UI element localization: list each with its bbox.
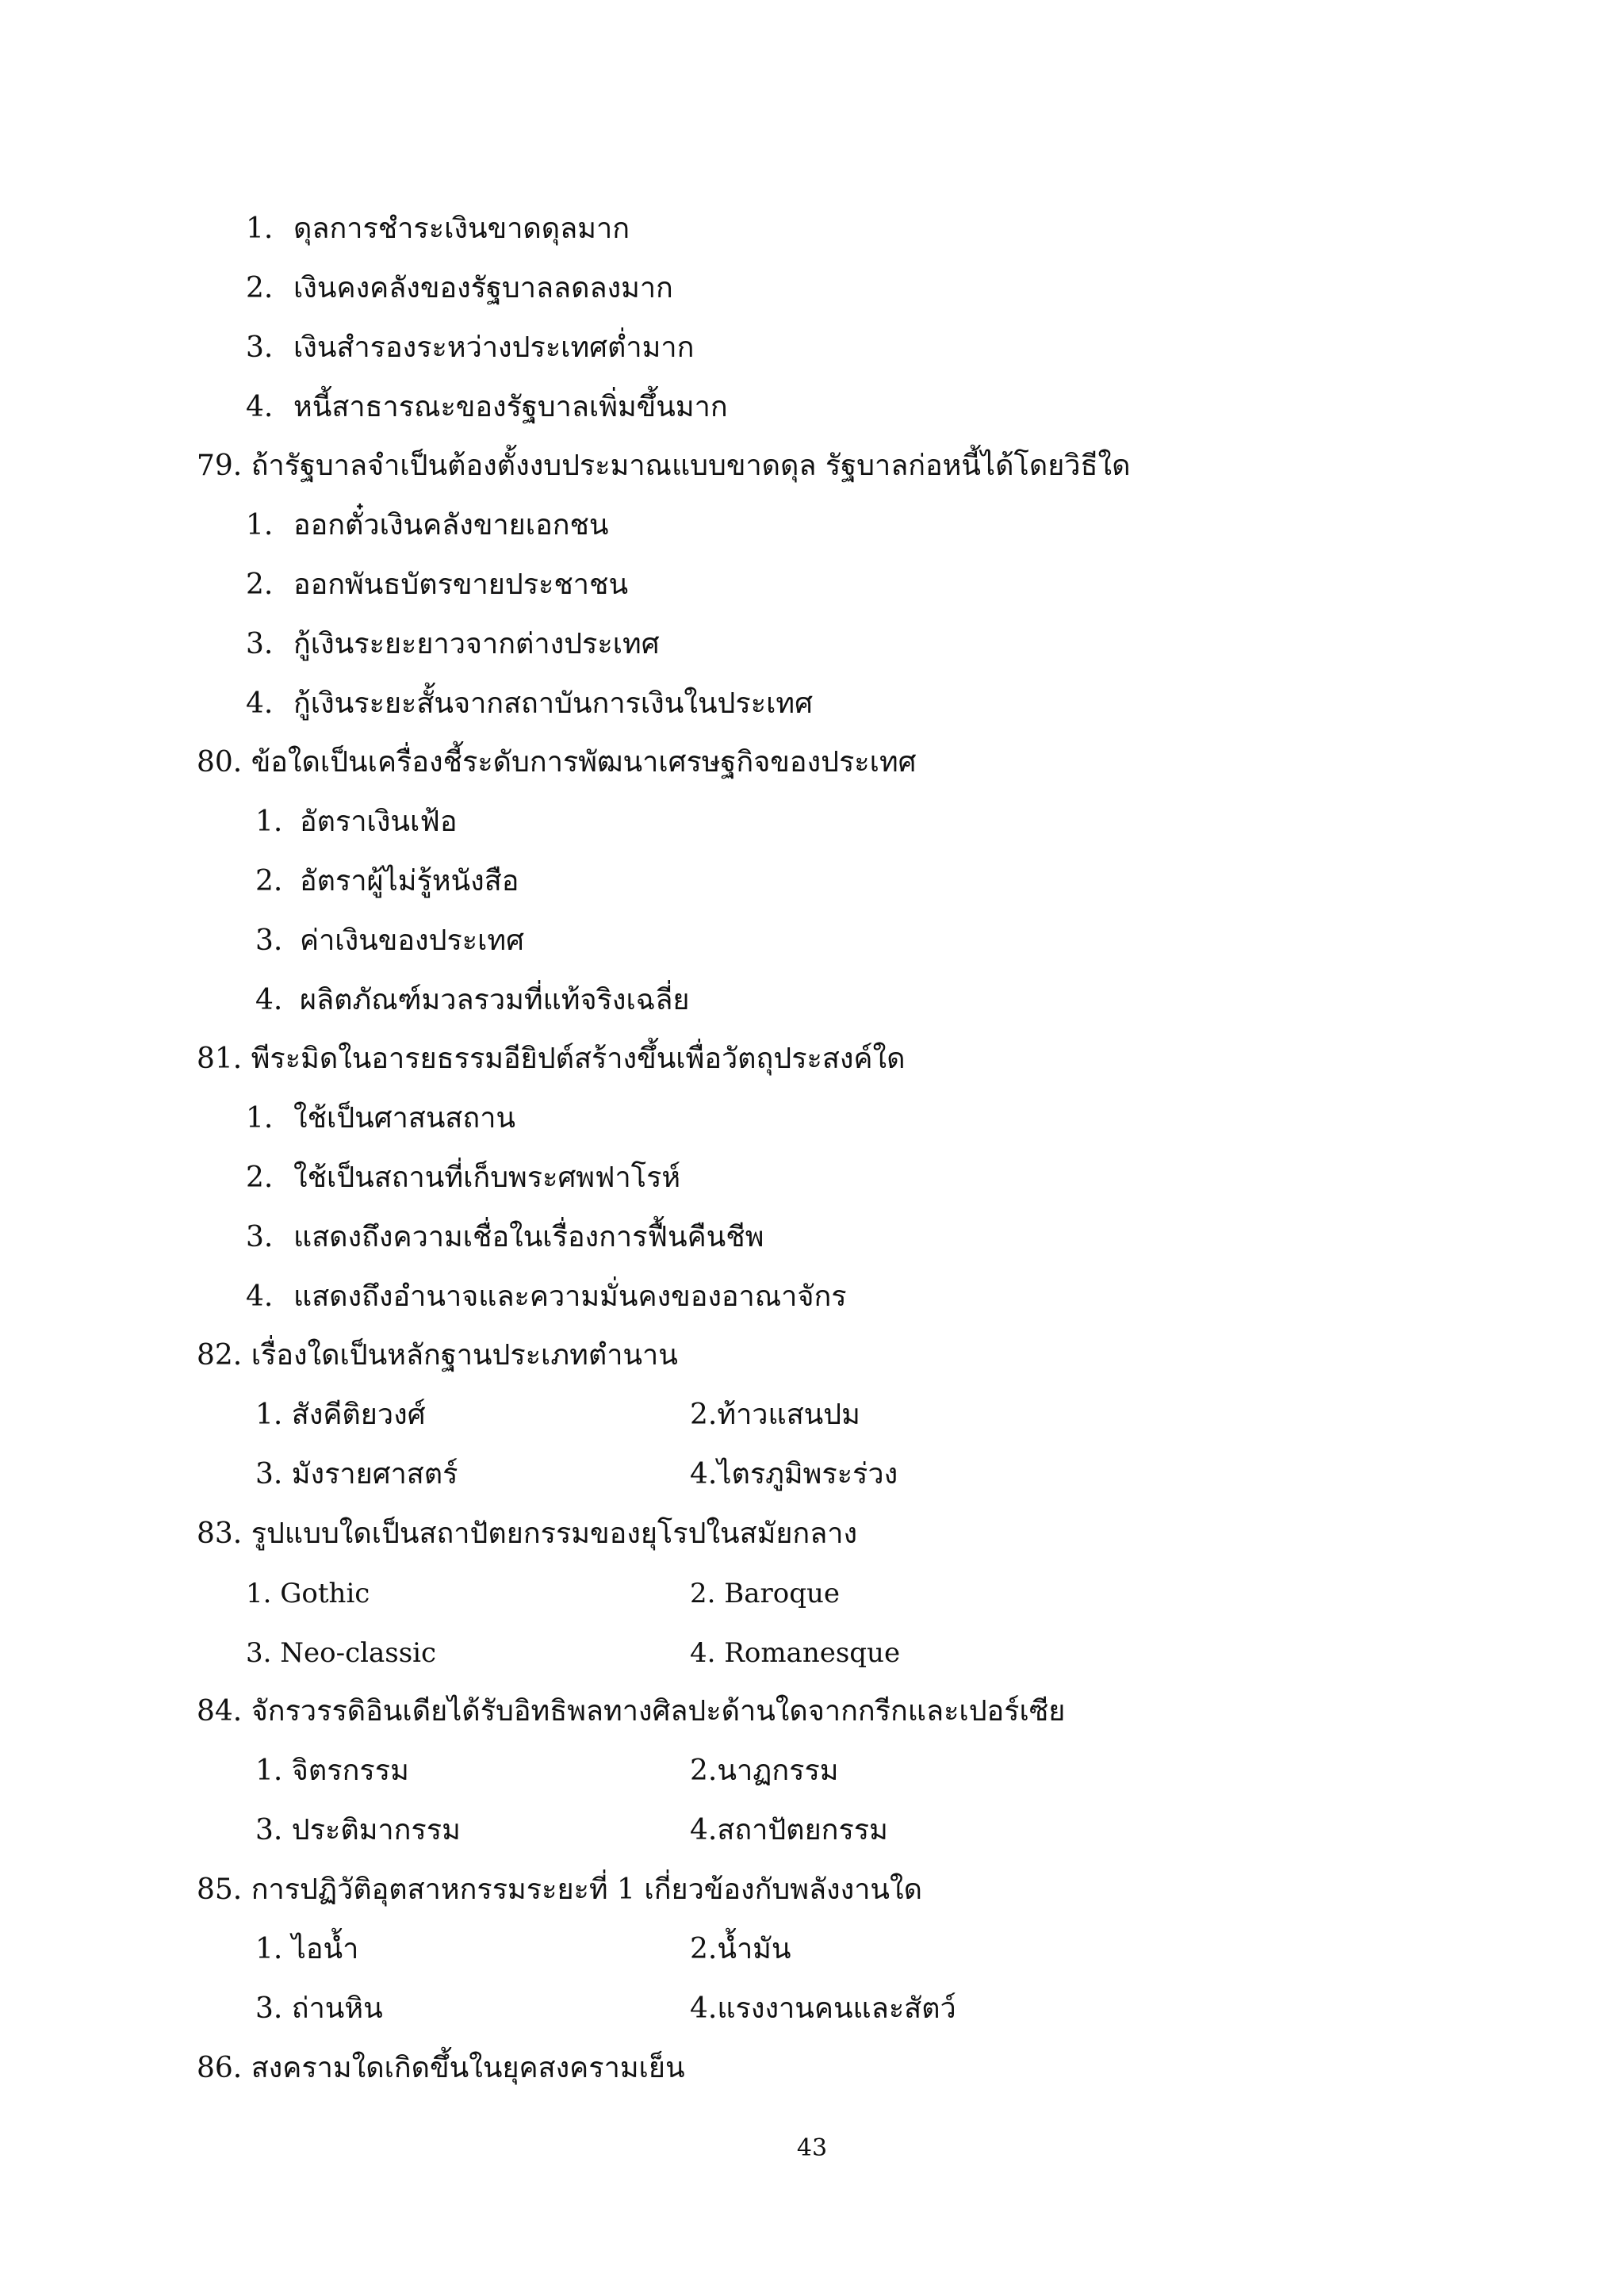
option-text: ใช้เป็นสถานที่เก็บพระศพฟาโรห์ [293,1161,681,1194]
option-text: แสดงถึงอำนาจและความมั่นคงของอาณาจักร [293,1280,847,1313]
option-text: 4.ไตรภูมิพระร่วง [690,1458,898,1490]
option-text: 2.นาฏกรรม [690,1755,839,1787]
option-text: 4.สถาปัตยกรรม [690,1814,888,1846]
option-text: 4.แรงงานคนและสัตว์ [690,1992,956,2025]
option-text: กู้เงินระยะยาวจากต่างประเทศ [293,628,660,660]
option-text: 2.น้ำมัน [690,1933,791,1965]
option-text: 1. จิตรกรรม [255,1755,409,1787]
option-text: 2. Baroque [690,1578,841,1609]
option-number: 2. [246,1161,274,1194]
option-text: เงินคงคลังของรัฐบาลลดลงมาก [293,272,673,304]
question-84: 84. จักรวรรดิอินเดียได้รับอิทธิพลทางศิลปะด้านใดจากกรีกและเปอร์เซีย [197,1695,1066,1728]
option-number: 3. [246,628,274,660]
option-text: ค่าเงินของประเทศ [300,924,525,957]
option-number: 2. [246,272,274,304]
option-text: 4. Romanesque [690,1637,901,1669]
option-number: 4. [255,984,283,1016]
question-85: 85. การปฏิวัติอุตสาหกรรมระยะที่ 1 เกี่ยวข้องกับพลังงานใด [197,1873,922,1906]
option-text: ดุลการชำระเงินขาดดุลมาก [293,212,630,245]
question-80: 80. ข้อใดเป็นเครื่องชี้ระดับการพัฒนาเศรษฐกิจของประเทศ [197,746,917,779]
option-number: 1. [246,509,274,541]
option-number: 2. [246,568,274,601]
question-82: 82. เรื่องใดเป็นหลักฐานประเภทตำนาน [197,1339,678,1372]
option-text: ออกพันธบัตรขายประชาชน [293,568,629,601]
option-text: 3. ถ่านหิน [255,1992,383,2025]
option-text: กู้เงินระยะสั้นจากสถาบันการเงินในประเทศ [293,687,813,720]
question-81: 81. พีระมิดในอารยธรรมอียิปต์สร้างขึ้นเพื่อวัตถุประสงค์ใด [197,1043,906,1075]
option-text: ออกตั๋วเงินคลังขายเอกชน [293,509,609,541]
option-text: 1. ไอน้ำ [255,1933,359,1965]
option-number: 1. [255,806,283,838]
option-text: 3. มังรายศาสตร์ [255,1458,458,1490]
option-number: 3. [246,1221,274,1253]
option-number: 3. [246,331,274,364]
option-text: 3. ประติมากรรม [255,1814,461,1846]
option-text: เงินสำรองระหว่างประเทศต่ำมาก [293,331,695,364]
option-text: 1. Gothic [246,1578,370,1609]
question-79: 79. ถ้ารัฐบาลจำเป็นต้องตั้งงบประมาณแบบขาดดุล รัฐบาลก่อหนี้ได้โดยวิธีใด [197,450,1131,482]
option-number: 4. [246,1280,274,1313]
option-text: หนี้สาธารณะของรัฐบาลเพิ่มขึ้นมาก [293,391,728,423]
option-text: ผลิตภัณฑ์มวลรวมที่แท้จริงเฉลี่ย [300,984,690,1016]
option-text: อัตราผู้ไม่รู้หนังสือ [300,865,519,897]
option-number: 2. [255,865,283,897]
option-text: ใช้เป็นศาสนสถาน [293,1102,516,1135]
question-86: 86. สงครามใดเกิดขึ้นในยุคสงครามเย็น [197,2052,685,2084]
option-text: 3. Neo-classic [246,1637,437,1669]
option-number: 4. [246,391,274,423]
option-text: 1. สังคีติยวงศ์ [255,1399,426,1431]
page-number: 43 [796,2134,828,2162]
option-text: อัตราเงินเฟ้อ [300,806,458,838]
option-number: 1. [246,212,274,245]
option-number: 3. [255,924,283,957]
question-83: 83. รูปแบบใดเป็นสถาปัตยกรรมของยุโรปในสมัยกลาง [197,1517,858,1550]
option-text: แสดงถึงความเชื่อในเรื่องการฟื้นคืนชีพ [293,1221,764,1253]
option-text: 2.ท้าวแสนปม [690,1399,860,1431]
option-number: 4. [246,687,274,720]
option-number: 1. [246,1102,274,1135]
